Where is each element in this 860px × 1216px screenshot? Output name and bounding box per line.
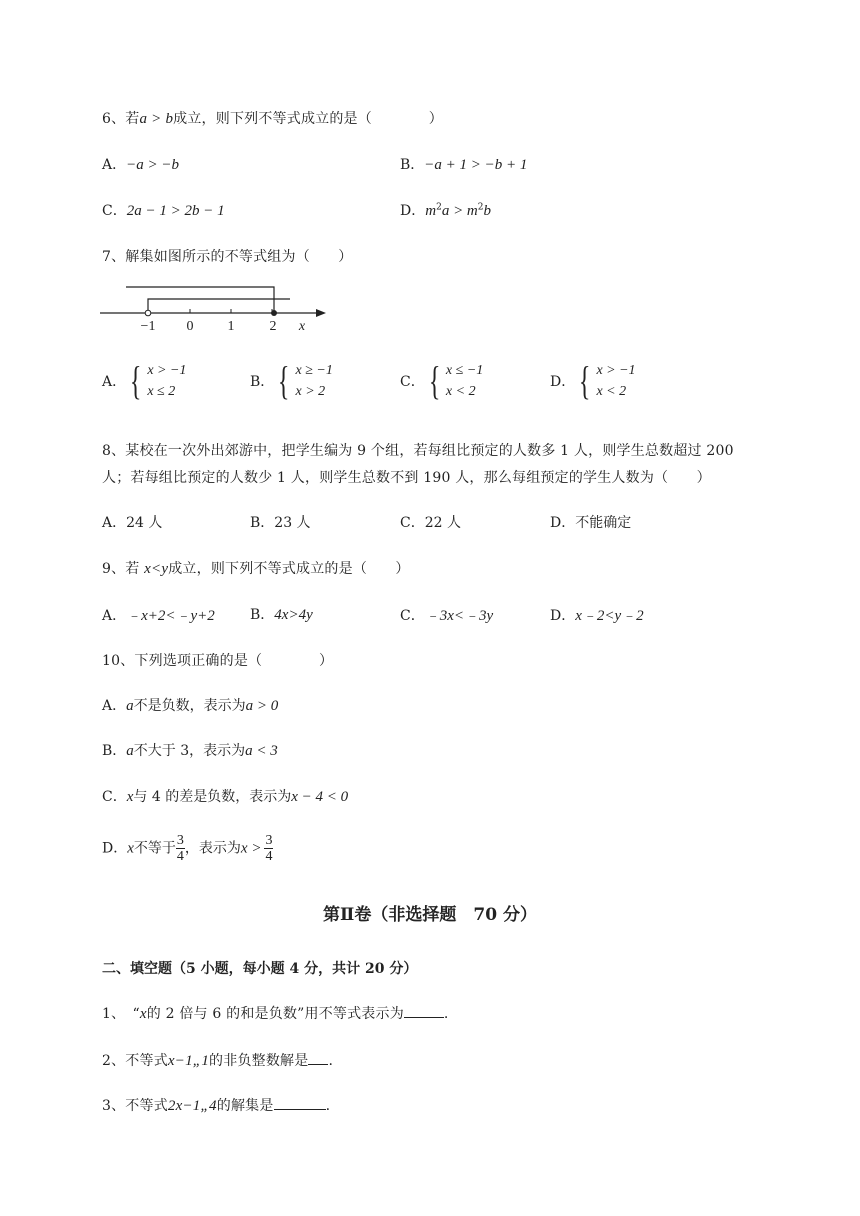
q8-option-c: C．22 人 xyxy=(400,515,461,531)
answer-blank[interactable] xyxy=(308,1050,328,1065)
q10-option-d: D．x不等于 $\frac{3}{4}$ ，表示为x > $\frac{3}{4}$ xyxy=(102,833,273,864)
axis-label: x xyxy=(298,319,306,334)
q9-option-d: D．x﹣2<y﹣2 xyxy=(550,608,644,624)
answer-blank[interactable] xyxy=(404,1003,444,1018)
q9-option-c: C．﹣3x<﹣3y xyxy=(400,608,494,624)
fill-q2: 2、不等式x−1„1的非负整数解是 . xyxy=(102,1050,333,1070)
open-point-neg1 xyxy=(145,310,151,316)
q6-stem: 6、若a > b成立，则下列不等式成立的是（ ） xyxy=(102,111,443,127)
tick-label: −1 xyxy=(140,319,156,334)
q8-option-d: D．不能确定 xyxy=(550,515,632,531)
axis-arrow-icon xyxy=(316,309,326,317)
tick-label: 1 xyxy=(227,319,235,334)
q9-option-a: A．﹣x+2<﹣y+2 xyxy=(102,608,215,624)
tick-label: 2 xyxy=(269,319,277,334)
q10-option-a: A．a不是负数，表示为a > 0 xyxy=(102,698,279,714)
q8-stem-line1: 8、某校在一次外出郊游中，把学生编为 9 个组，若每组比预定的人数多 1 人，则学生总数超过 200 xyxy=(102,443,734,459)
q10-option-b: B．a不大于 3，表示为a < 3 xyxy=(102,743,278,759)
q9-stem: 9、若 x<y成立，则下列不等式成立的是（ ） xyxy=(102,561,410,577)
q7-option-c: C． { x ≤ −1 x < 2 xyxy=(400,358,484,403)
tick-label: 0 xyxy=(186,319,194,334)
q10-option-c: C．x与 4 的差是负数，表示为x − 4 < 0 xyxy=(102,789,349,805)
closed-point-2 xyxy=(271,310,277,316)
fill-q1: 1、 “x的 2 倍与 6 的和是负数”用不等式表示为 . xyxy=(102,1003,449,1023)
q6-option-c: C．2a − 1 > 2b − 1 xyxy=(102,203,225,219)
q6-option-d: D．$m^2a > m^2b$ xyxy=(400,202,492,219)
section-2-title: 第Ⅱ卷（非选择题 70 分） xyxy=(323,905,537,925)
bracket-gt-neg1 xyxy=(148,299,290,313)
q8-stem-line2: 人；若每组比预定的人数少 1 人，则学生总数不到 190 人，那么每组预定的学生人数为（ ） xyxy=(102,470,711,486)
q8-option-a: A．24 人 xyxy=(102,515,163,531)
number-line-figure xyxy=(98,280,338,336)
answer-blank[interactable] xyxy=(274,1095,326,1110)
q6-option-a: A．−a > −b xyxy=(102,157,179,173)
q9-option-b: B．4x>4y xyxy=(250,607,313,623)
q8-option-b: B．23 人 xyxy=(250,515,311,531)
q7-option-b: B． { x ≥ −1 x > 2 xyxy=(250,358,333,403)
q7-option-d: D． { x > −1 x < 2 xyxy=(550,358,636,403)
section-2-subtitle: 二、填空题（5 小题，每小题 4 分，共计 20 分） xyxy=(102,961,418,977)
fill-q3: 3、不等式2x−1„4的解集是 . xyxy=(102,1095,330,1115)
q10-stem: 10、下列选项正确的是（ ） xyxy=(102,653,334,669)
q6-option-b: B．−a + 1 > −b + 1 xyxy=(400,157,528,173)
q7-option-a: A． { x > −1 x ≤ 2 xyxy=(102,358,187,403)
q7-stem: 7、解集如图所示的不等式组为（ ） xyxy=(102,249,353,265)
